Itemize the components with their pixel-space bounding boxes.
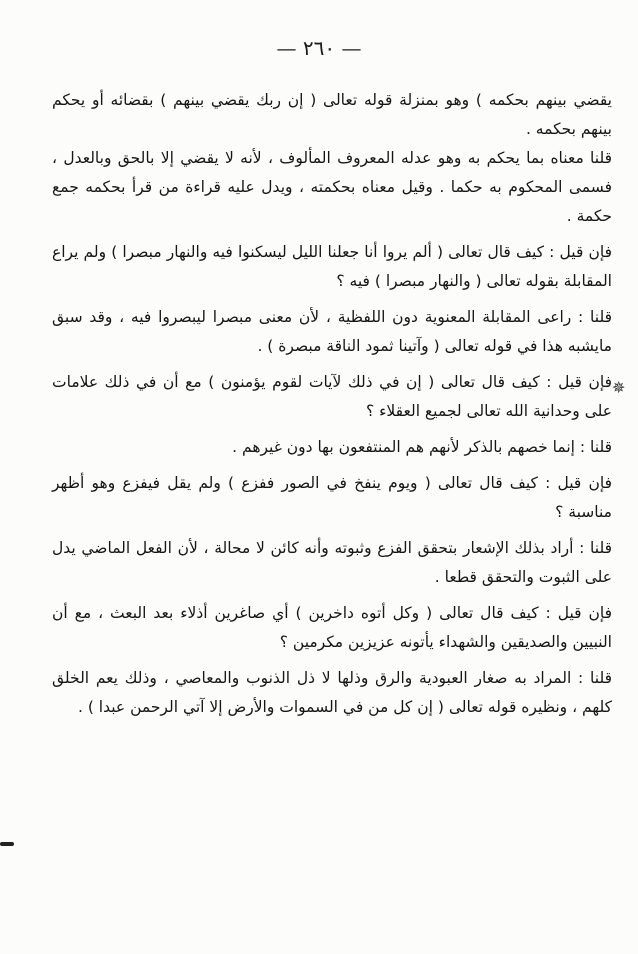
paragraph-answer-1: قلنا معناه بما يحكم به وهو عدله المعروف المألوف ، لأنه لا يقضي إلا بالحق وبالعدل ، فسمى المحكوم به حكما . وقيل معناه بحكمته ، ويدل عليه قراءة من قرأ بحكمه جمع حكمة . — [52, 149, 612, 225]
edge-ink-mark — [0, 842, 14, 846]
paragraph-question-4: فإن قيل : كيف قال تعالى ( ويوم ينفخ في الصور ففزع ) ولم يقل فيفزع وهو أظهر مناسبة ؟ — [52, 474, 612, 521]
paragraph-answer-3: قلنا : إنما خصهم بالذكر لأنهم هم المنتفعون بها دون غيرهم . — [232, 438, 612, 456]
paragraph-answer-4: قلنا : أراد بذلك الإشعار بتحقق الفزع وثبوته وأنه كائن لا محالة ، لأن الفعل الماضي يدل على الثبوت والتحقق قطعا . — [52, 539, 612, 586]
page-number: — ٢٦٠ — — [276, 36, 362, 60]
body-text — [52, 86, 612, 722]
margin-ornament-icon: ✵ — [612, 378, 626, 397]
paragraph-question-3: فإن قيل : كيف قال تعالى ( إن في ذلك لآيات لقوم يؤمنون ) مع أن في ذلك علامات على وحدانية الله تعالى لجميع العقلاء ؟ — [52, 373, 612, 420]
paragraph-answer-5: قلنا : المراد به صغار العبودية والرق وذلها لا ذل الذنوب والمعاصي ، وذلك يعم الخلق كلهم ، ونظيره قوله تعالى ( إن كل من في السموات والأرض إلا آتي الرحمن عبدا ) . — [52, 669, 612, 716]
paragraph-answer-2: قلنا : راعى المقابلة المعنوية دون اللفظية ، لأن معنى مبصرا ليبصروا فيه ، وقد سبق مايشبه هذا في قوله تعالى ( وآتينا ثمود الناقة مبصرة ) . — [52, 308, 612, 355]
paragraph-question-5: فإن قيل : كيف قال تعالى ( وكل أتوه داخرين ) أي صاغرين أذلاء بعد البعث ، مع أن النبيين والصديقين والشهداء يأتونه عزيزين مكرمين ؟ — [52, 604, 612, 651]
paragraph-question-2: فإن قيل : كيف قال تعالى ( ألم يروا أنا جعلنا الليل ليسكنوا فيه والنهار مبصرا ) ولم يراع المقابلة بقوله تعالى ( والنهار مبصرا ) فيه ؟ — [52, 243, 612, 290]
paragraph-continuation: يقضي بينهم بحكمه ) وهو بمنزلة قوله تعالى ( إن ربك يقضي بينهم ) بقضائه أو يحكم بينهم بحكمه . — [52, 91, 612, 138]
